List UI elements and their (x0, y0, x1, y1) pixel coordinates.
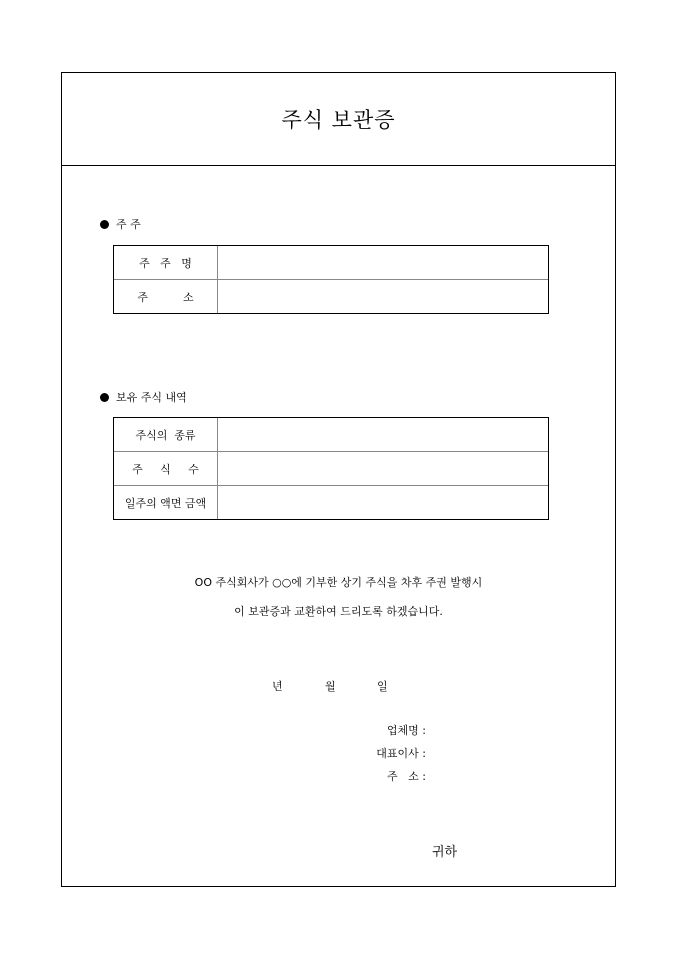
notice-line-1: OO 주식회사가 ○○에 기부한 상기 주식을 차후 주권 발행시 (194, 576, 483, 589)
stock-count-label: 주 식 수 (114, 452, 218, 485)
shareholder-heading (100, 216, 141, 232)
date-day: 일 (377, 680, 388, 693)
shareholder-name-field[interactable] (218, 246, 548, 279)
date-month: 월 (325, 680, 336, 693)
shareholder-heading-label: 주 주 (116, 218, 141, 231)
stock-type-label: 주식의 종류 (114, 418, 218, 451)
address-label: 주 소 : (387, 770, 426, 783)
company-label: 업체명 : (386, 724, 426, 737)
holdings-table (113, 417, 549, 520)
shareholder-address-field[interactable] (218, 280, 548, 313)
holdings-heading-label: 보유 주식 내역 (116, 391, 187, 404)
par-value-label: 일주의 액면 금액 (114, 486, 218, 519)
notice-line-2: 이 보관증과 교환하여 드리도록 하겠습니다. (234, 605, 443, 618)
table-row (114, 280, 548, 313)
table-row (114, 452, 548, 486)
page-title: 주식 보관증 (281, 108, 396, 132)
shareholder-address-label: 주 소 (114, 280, 218, 313)
table-row (114, 418, 548, 452)
certificate-frame (61, 72, 616, 887)
shareholder-name-label: 주 주 명 (114, 246, 218, 279)
bullet-icon (100, 393, 109, 402)
closing-honorific: 귀하 (432, 845, 458, 860)
table-row (114, 246, 548, 280)
par-value-field[interactable] (218, 486, 548, 519)
date-year: 년 (272, 680, 283, 693)
holdings-heading (100, 389, 187, 405)
shareholder-table (113, 245, 549, 314)
stock-type-field[interactable] (218, 418, 548, 451)
bullet-icon (100, 220, 109, 229)
stock-count-field[interactable] (218, 452, 548, 485)
table-row (114, 486, 548, 519)
title-band (62, 73, 615, 166)
ceo-label: 대표이사 : (376, 747, 426, 760)
